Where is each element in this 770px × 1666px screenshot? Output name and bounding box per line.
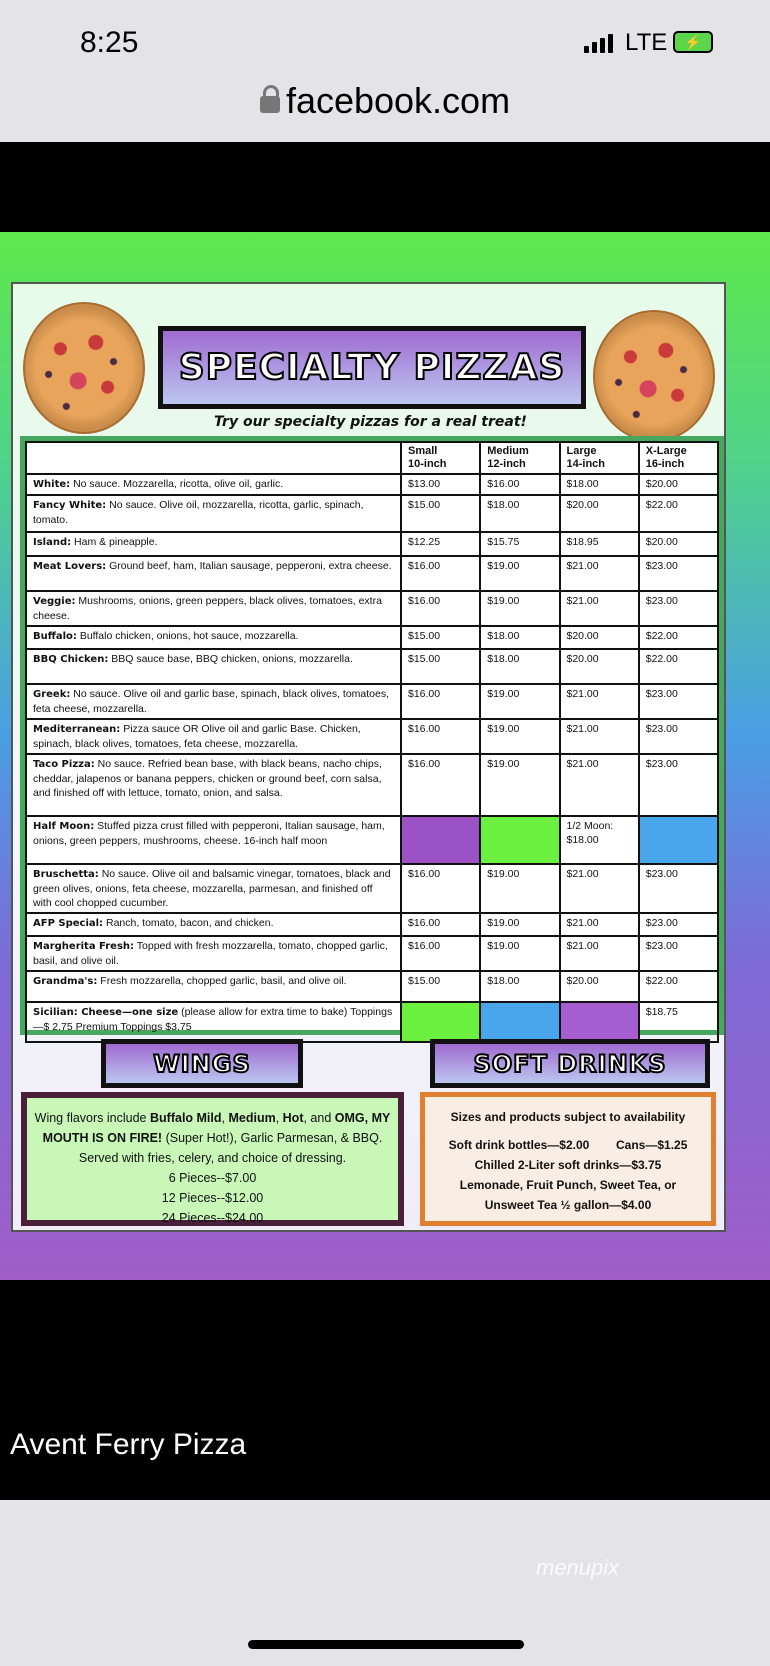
status-bar [0,0,770,142]
pizza-name: Margherita Fresh: [33,941,135,952]
price-cell: $23.00 [639,684,718,719]
wings-box [21,1092,404,1226]
pizza-desc: Ground beef, ham, Italian sausage, pepperoni, extra cheese. [109,560,392,572]
price-cell: $22.00 [639,626,718,649]
pizza-name: Veggie: [33,596,76,607]
table-row [26,649,718,684]
price-cell: $16.00 [401,556,480,591]
tagline: Try our specialty pizzas for a real treat! [214,414,527,430]
price-cell: $20.00 [560,649,639,684]
pizza-description [26,719,401,754]
table-row [26,495,718,532]
table-row [26,913,718,936]
wings-price: 24 Pieces--$24.00 [161,1211,264,1225]
pizza-desc: No sauce. Olive oil, mozzarella, ricotta, garlic, spinach, tomato. [33,499,364,526]
price-cell: $19.00 [480,684,559,719]
price-cell: $16.00 [401,754,480,816]
table-row [26,556,718,591]
table-row [26,754,718,816]
size-header: X-Large 16-inch [639,442,718,474]
price-cell: $21.00 [560,556,639,591]
table-row [26,684,718,719]
specialty-pizzas-banner [158,326,586,409]
price-cell: $21.00 [560,591,639,626]
table-row [26,532,718,556]
pizza-description [26,532,401,556]
table-row [26,864,718,913]
price-cell: $21.00 [560,936,639,971]
price-cell: $15.00 [401,649,480,684]
price-cell: $16.00 [480,474,559,495]
table-row [26,971,718,1002]
price-cell: $20.00 [560,971,639,1002]
pizza-desc: Topped with fresh mozzarella, tomato, chopped garlic, basil, and olive oil. [33,940,388,967]
pizza-desc: No sauce. Refried bean base, with black beans, nacho chips, cheddar, jalapenos or banana peppers, chicken or ground beef, corn salsa, and finished off with lettuce, tomato, onion, and salsa. [33,758,382,799]
price-cell: $20.00 [560,626,639,649]
price-cell: $20.00 [560,495,639,532]
status-time: 8:25 [80,26,139,59]
price-cell: $23.00 [639,591,718,626]
price-cell: $18.75 [639,1002,718,1042]
price-cell: $23.00 [639,936,718,971]
soft-drinks-box [420,1092,716,1226]
soft-drinks-title: SOFT DRINKS [473,1049,667,1078]
menu-image[interactable] [0,232,770,1280]
wings-flavors: Wing flavors include Buffalo Mild, Medium, Hot, and OMG, MY MOUTH IS ON FIRE! (Super Hot!), Garlic Parmesan, & BBQ. [34,1111,391,1145]
price-cell: $21.00 [560,754,639,816]
pizza-name: White: [33,479,71,490]
price-cell: $15.00 [401,971,480,1002]
pizza-desc: (please allow for extra time to bake) Toppings—$ 2.75 Premium Toppings $3.75 [33,1006,393,1033]
drinks-bottles: Soft drink bottles—$2.00 [448,1138,590,1152]
pizza-desc: BBQ sauce base, BBQ chicken, onions, mozzarella. [111,653,353,665]
pizza-name: Buffalo: [33,631,77,642]
wings-title: WINGS [153,1049,251,1078]
pizza-description [26,626,401,649]
wings-price: 12 Pieces--$12.00 [161,1191,264,1205]
pizza-desc: Pizza sauce OR Olive oil and garlic Base. Chicken, spinach, black olives, tomatoes, feta cheese, mozzarella. [33,723,361,750]
pizza-description [26,936,401,971]
price-cell: $16.00 [401,864,480,913]
table-header-row [26,442,718,474]
color-fill-cell [560,1002,639,1042]
size-header: Large 14-inch [560,442,639,474]
price-cell: $16.00 [401,591,480,626]
pizza-name: Island: [33,537,72,548]
pizza-description [26,1002,401,1042]
price-cell: $19.00 [480,754,559,816]
price-cell: $12.25 [401,532,480,556]
pizza-name: Bruschetta: [33,869,99,880]
table-row [26,816,718,864]
pizza-description [26,913,401,936]
price-cell: $21.00 [560,913,639,936]
pizza-desc: No sauce. Mozzarella, ricotta, olive oil, garlic. [73,478,284,490]
network-label: LTE [625,29,668,56]
price-cell: $21.00 [560,684,639,719]
price-cell: $19.00 [480,556,559,591]
url-text: facebook.com [285,80,511,121]
pizza-name: Sicilian: Cheese—one size [33,1007,179,1018]
price-cell: $15.75 [480,532,559,556]
color-fill-cell [401,1002,480,1042]
soft-drinks-banner [430,1039,710,1088]
drinks-other: Lemonade, Fruit Punch, Sweet Tea, or Unsweet Tea ½ gallon—$4.00 [459,1178,677,1212]
price-cell: $18.00 [480,649,559,684]
pizza-description [26,684,401,719]
price-cell: $18.00 [560,474,639,495]
price-cell: $19.00 [480,719,559,754]
address-bar[interactable] [0,80,770,122]
price-cell: $20.00 [639,532,718,556]
pizza-description [26,495,401,532]
table-row [26,936,718,971]
price-cell: $16.00 [401,719,480,754]
price-cell: $15.00 [401,495,480,532]
pizza-description [26,649,401,684]
price-cell: $23.00 [639,754,718,816]
pizza-desc: No sauce. Olive oil and garlic base, spinach, black olives, tomatoes, feta cheese, mozzarella. [33,688,390,715]
table-row [26,719,718,754]
price-cell: $16.00 [401,913,480,936]
pizza-name: BBQ Chicken: [33,654,109,665]
header-blank [26,442,401,474]
drinks-cans: Cans—$1.25 [616,1138,688,1152]
price-cell: $23.00 [639,556,718,591]
pizza-name: AFP Special: [33,918,104,929]
color-fill-cell [639,816,718,864]
menu-card [11,282,726,1232]
price-cell: $20.00 [639,474,718,495]
signal-icon [584,34,613,53]
price-cell: $19.00 [480,864,559,913]
table-row [26,474,718,495]
pizza-name: Mediterranean: [33,724,121,735]
price-cell: $19.00 [480,913,559,936]
pizza-desc: Fresh mozzarella, chopped garlic, basil, and olive oil. [100,975,347,987]
wings-served: Served with fries, celery, and choice of dressing. [78,1151,347,1165]
pizza-price-table [20,436,724,1035]
price-cell: $18.00 [480,495,559,532]
price-cell: $21.00 [560,864,639,913]
pizza-name: Meat Lovers: [33,561,107,572]
price-cell: $23.00 [639,913,718,936]
price-cell: $21.00 [560,719,639,754]
color-fill-cell [480,816,559,864]
pizza-description [26,816,401,864]
size-header: Small 10-inch [401,442,480,474]
table-row [26,1002,718,1042]
bottom-bar [0,1500,770,1666]
pizza-desc: Stuffed pizza crust filled with pepperoni, Italian sausage, ham, onions, green peppers, mushrooms, cheese. 16-inch half moon [33,820,385,847]
pizza-desc: Buffalo chicken, onions, hot sauce, mozzarella. [79,630,299,642]
price-cell: $23.00 [639,864,718,913]
menu-title: SPECIALTY PIZZAS [178,347,566,388]
price-cell: $16.00 [401,684,480,719]
color-fill-cell [480,1002,559,1042]
color-fill-cell [401,816,480,864]
pizza-desc: No sauce. Olive oil and balsamic vinegar, tomatoes, black and green olives, onions, feta cheese, mozzarella, parmesan, and finished off with cool chopped cucumber. [33,868,391,909]
drinks-note: Sizes and products subject to availability [450,1110,686,1124]
wings-price: 6 Pieces--$7.00 [168,1171,257,1185]
price-cell: $18.00 [480,971,559,1002]
pizza-description [26,591,401,626]
size-header: Medium 12-inch [480,442,559,474]
price-cell: $22.00 [639,971,718,1002]
pizza-description [26,556,401,591]
watermark: menupix [536,1555,620,1580]
wings-banner [101,1039,303,1088]
pizza-desc: Mushrooms, onions, green peppers, black olives, tomatoes, extra cheese. [33,595,382,622]
price-cell: $15.00 [401,626,480,649]
pizza-name: Half Moon: [33,821,95,832]
price-cell: 1/2 Moon: $18.00 [560,816,639,864]
table-row [26,591,718,626]
drinks-bottles-cans [425,1135,711,1155]
price-cell: $13.00 [401,474,480,495]
drinks-2-liter: Chilled 2-Liter soft drinks—$3.75 [474,1158,662,1172]
pizza-description [26,864,401,913]
home-indicator[interactable] [248,1640,524,1649]
post-caption: Avent Ferry Pizza [10,1428,247,1461]
pizza-name: Greek: [33,689,71,700]
price-cell: $22.00 [639,649,718,684]
battery-charging-icon: ⚡ [673,31,713,53]
pizza-description [26,474,401,495]
pizza-description [26,971,401,1002]
price-cell: $19.00 [480,936,559,971]
table-row [26,626,718,649]
price-cell: $18.95 [560,532,639,556]
lock-icon [260,96,280,113]
price-cell: $16.00 [401,936,480,971]
pizza-name: Grandma's: [33,976,98,987]
price-cell: $23.00 [639,719,718,754]
price-cell: $22.00 [639,495,718,532]
pizza-desc: Ham & pineapple. [74,536,158,548]
price-cell: $19.00 [480,591,559,626]
pizza-name: Taco Pizza: [33,759,95,770]
pizza-desc: Ranch, tomato, bacon, and chicken. [105,917,274,929]
pizza-name: Fancy White: [33,500,107,511]
pizza-description [26,754,401,816]
price-cell: $18.00 [480,626,559,649]
